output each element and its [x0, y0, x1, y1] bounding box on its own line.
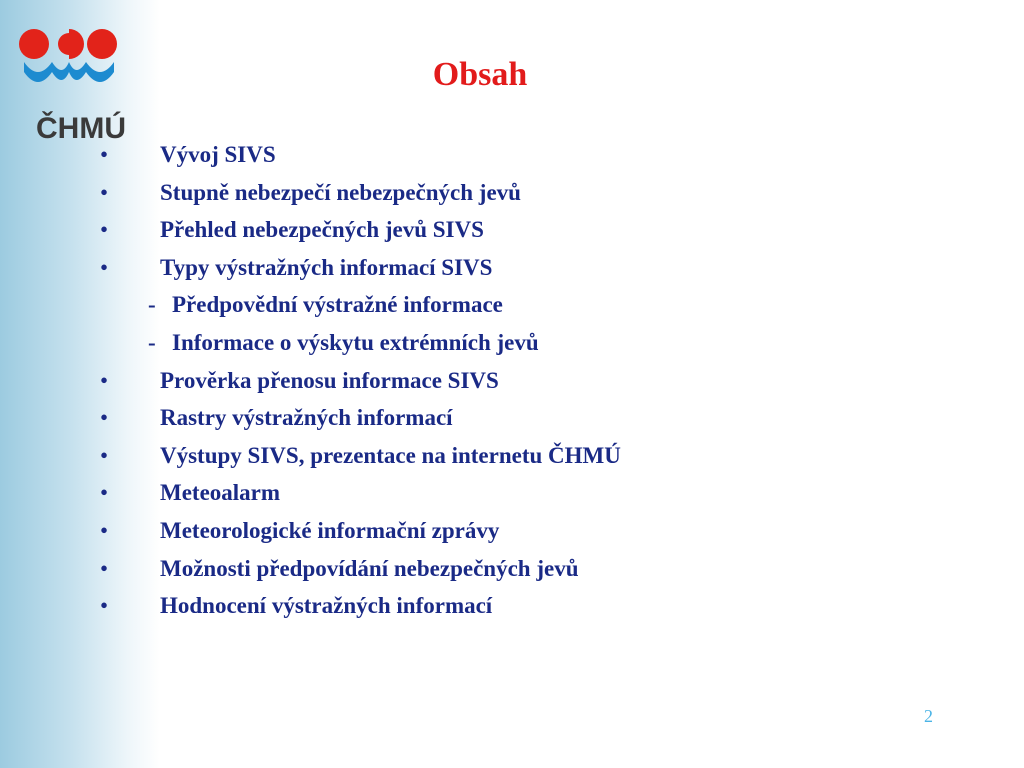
slide-title: Obsah	[432, 56, 528, 93]
list-item-label: Meteorologické informační zprávy	[160, 517, 500, 543]
sub-list-item	[96, 286, 956, 324]
bullet-marker: •	[100, 142, 109, 167]
list-item	[96, 362, 956, 400]
bullet-marker: •	[100, 179, 109, 205]
dash-marker: -	[148, 292, 156, 318]
list-item	[96, 474, 956, 512]
list-item-label: Předpovědní výstražné informace	[172, 292, 503, 318]
bullet-marker: •	[100, 593, 109, 619]
list-item-label: Výstupy SIVS, prezentace na internetu ČHMÚ	[160, 442, 621, 468]
list-item	[96, 399, 956, 437]
list-item	[96, 174, 956, 212]
page-number: 2	[924, 706, 933, 726]
list-item-label: Typy výstražných informací SIVS	[160, 254, 493, 280]
sub-list-item	[96, 324, 956, 362]
list-item	[96, 437, 956, 475]
list-item-label: Prověrka přenosu informace SIVS	[160, 367, 499, 393]
list-item-label: Možnosti předpovídání nebezpečných jevů	[160, 555, 579, 581]
list-item-label: Stupně nebezpečí nebezpečných jevů	[160, 179, 521, 205]
bullet-marker: •	[100, 217, 109, 243]
list-item	[96, 136, 956, 174]
list-item	[96, 550, 956, 588]
list-item	[96, 249, 956, 287]
bullet-marker: •	[100, 254, 109, 280]
chmu-logo-text: ČHMÚ	[36, 112, 126, 145]
dash-marker: -	[148, 329, 156, 355]
list-item-label: Přehled nebezpečných jevů SIVS	[160, 217, 484, 243]
list-item	[96, 587, 956, 625]
bullet-marker: •	[100, 405, 109, 431]
list-item-label: Meteoalarm	[160, 480, 281, 506]
bullet-marker: •	[100, 442, 109, 468]
list-item-label: Informace o výskytu extrémních jevů	[172, 329, 539, 355]
list-item-label: Vývoj SIVS	[160, 142, 276, 167]
bullet-marker: •	[100, 367, 109, 393]
slide-content-list	[96, 136, 956, 625]
list-item	[96, 512, 956, 550]
bullet-marker: •	[100, 517, 109, 543]
list-item	[96, 211, 956, 249]
bullet-marker: •	[100, 555, 109, 581]
list-item-label: Rastry výstražných informací	[160, 405, 453, 431]
list-item-label: Hodnocení výstražných informací	[160, 593, 493, 619]
bullet-marker: •	[100, 480, 109, 506]
